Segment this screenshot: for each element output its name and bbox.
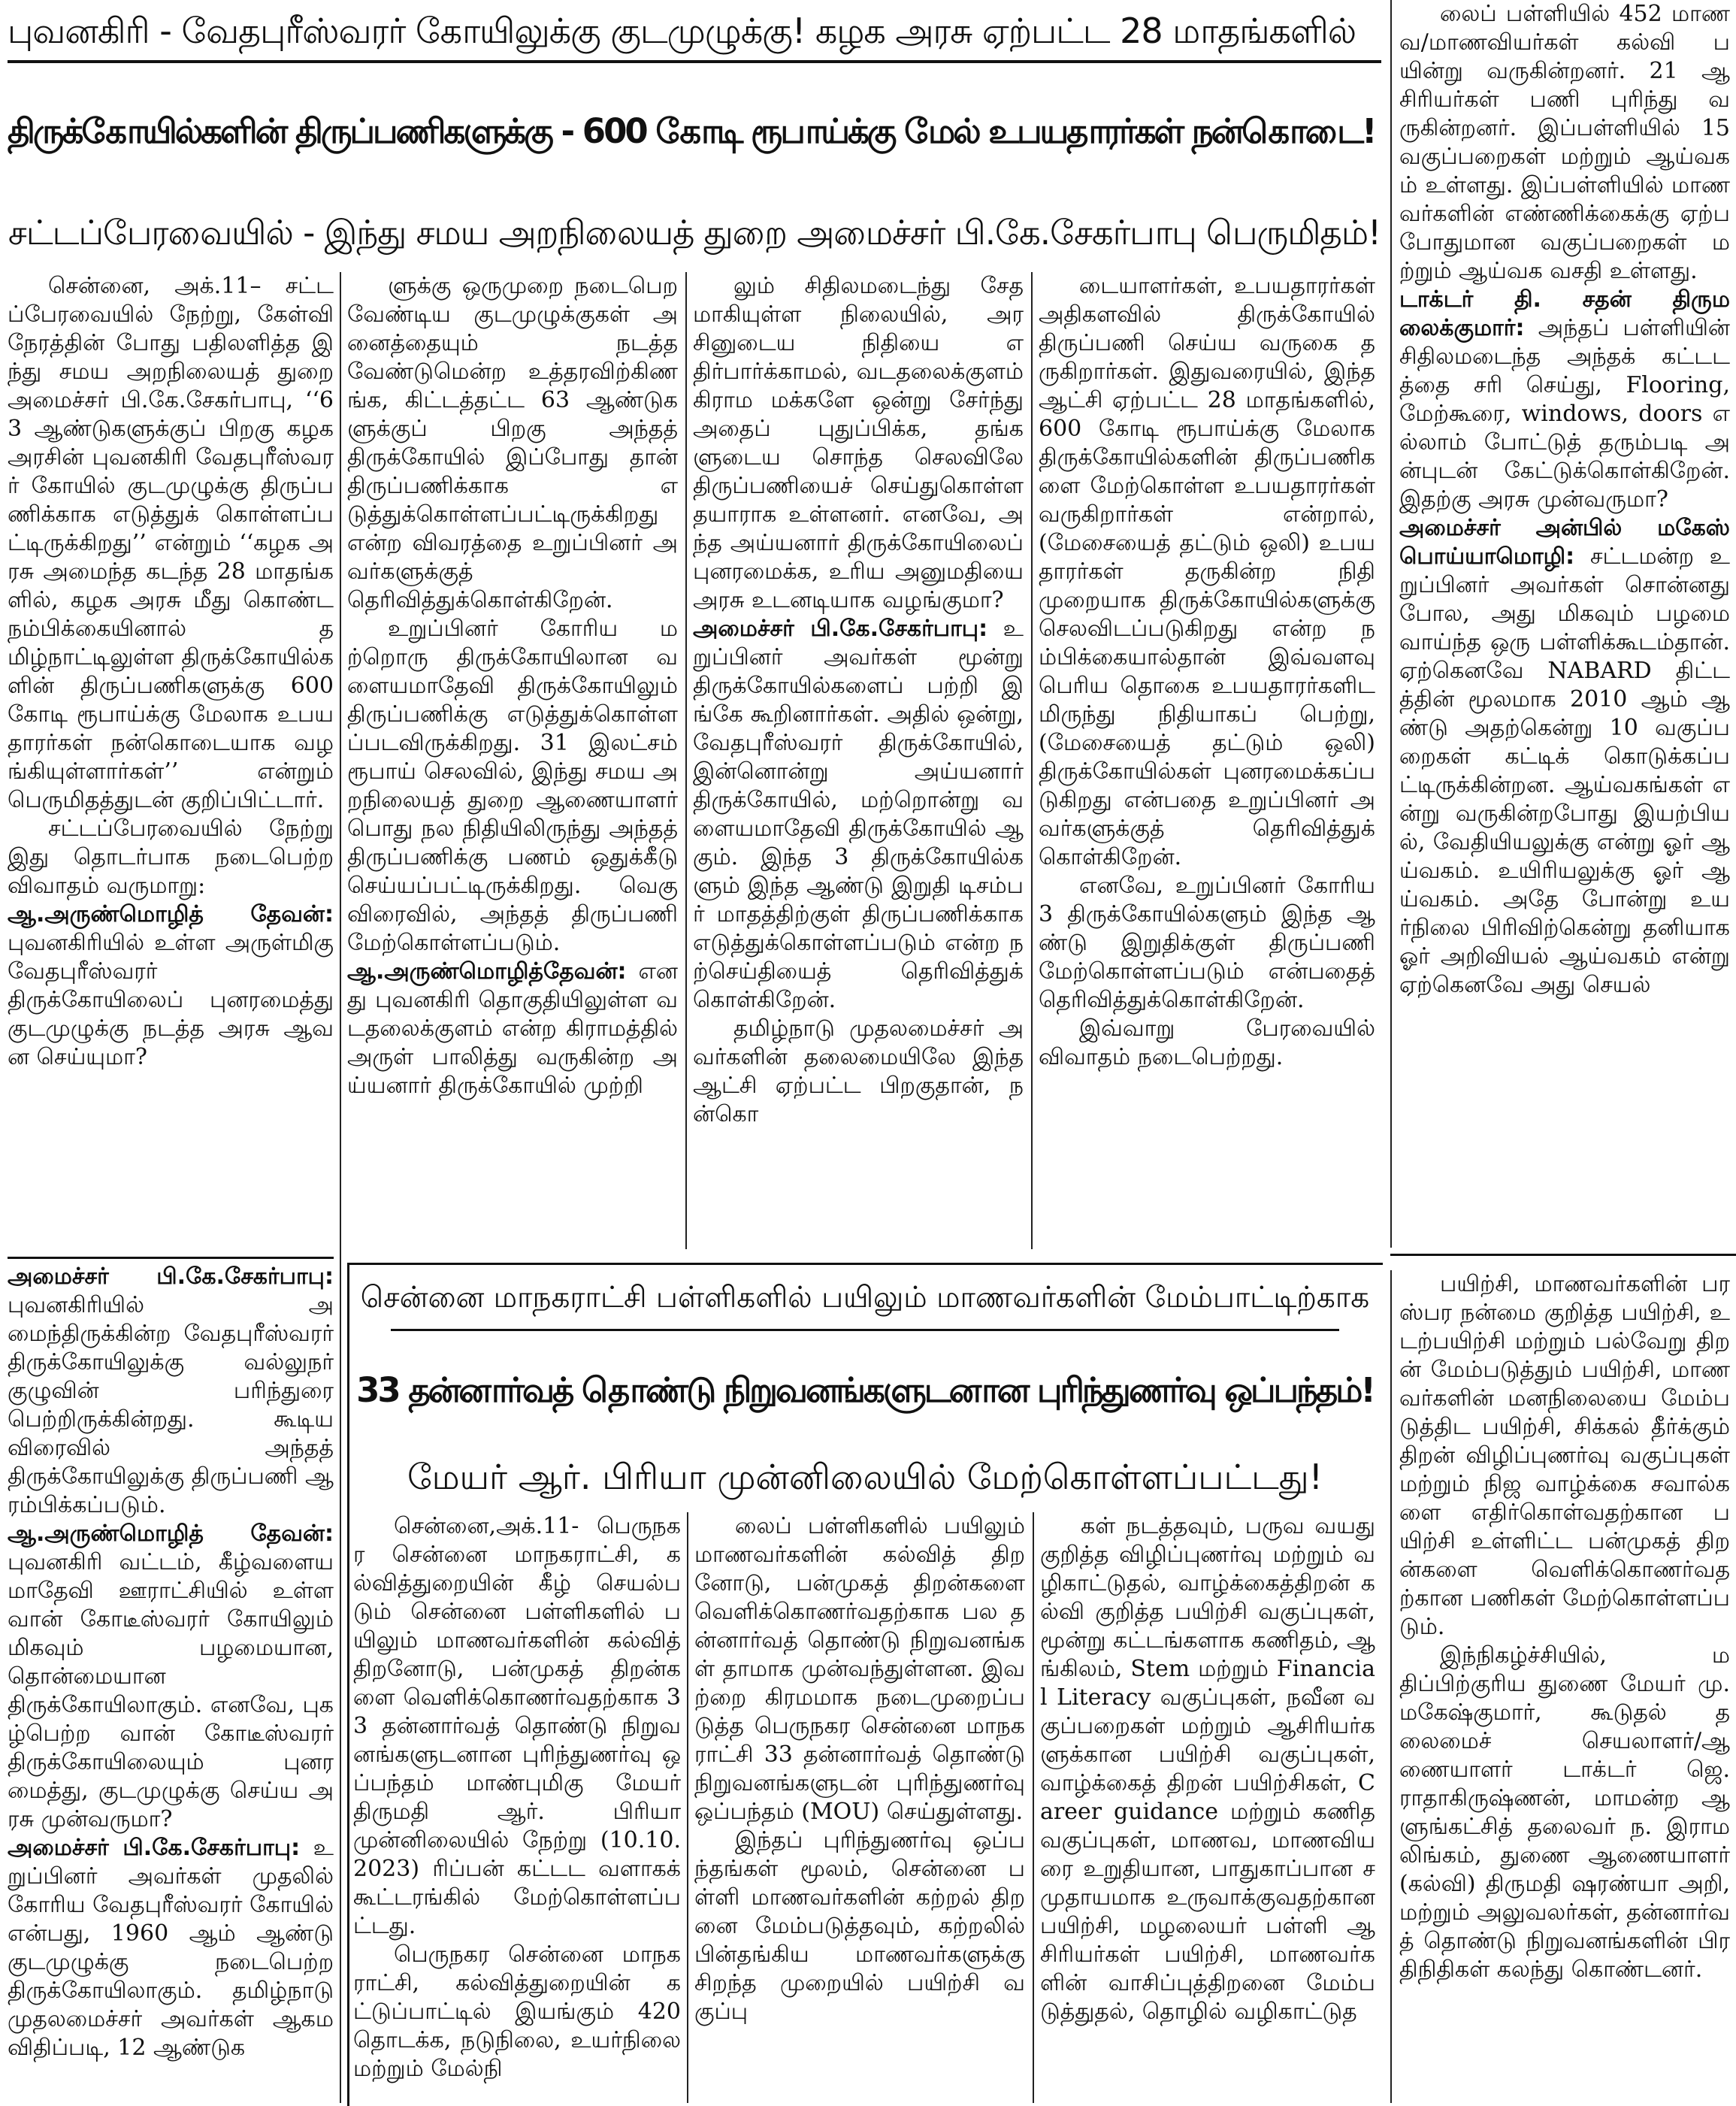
speaker-name: அமைச்சர் பி.கே.சேகர்பாபு: xyxy=(693,616,988,642)
paragraph xyxy=(693,1015,1024,1129)
speaker-name: டாக்டர் தி. சதன் திருமலைக்குமார்: xyxy=(1399,286,1730,341)
story2-column-4 xyxy=(1399,1270,1730,2103)
paragraph xyxy=(694,1826,1025,2026)
paragraph-text: இந்தப் புரிந்துணர்வு ஒப்பந்தங்கள் மூலம், சென்னை பள்ளி மாணவர்களின் கற்றல் திறனை மேம்படுத்தவும், கற்றலில் பின்தங்கிய மாணவர்களுக்கு சிறந்த முறையில் பயிற்சி வகுப்பு xyxy=(694,1827,1025,2025)
paragraph xyxy=(694,1512,1025,1826)
paragraph xyxy=(347,958,678,1100)
paragraph xyxy=(8,1520,334,1834)
right-story-column xyxy=(1399,0,1730,1248)
paragraph xyxy=(8,900,334,1072)
speaker-name: அமைச்சர் பி.கே.சேகர்பாபு: xyxy=(8,1835,301,1861)
paragraph xyxy=(1399,1270,1730,1642)
paragraph-text: எனவே, உறுப்பினர் கோரிய 3 திருக்கோயில்களும் இந்த ஆண்டு இறுதிக்குள் திருப்பணி மேற்கொள்ளப்படும் என்பதைத் தெரிவித்துக்கொள்கிறேன். xyxy=(1039,873,1375,1013)
kicker-underline xyxy=(8,60,1381,63)
paragraph xyxy=(347,615,678,958)
paragraph-text: அந்தப் பள்ளியின் சிதிலமடைந்த அந்தக் கட்டடத்தை சரி செய்து, Flooring, மேற்கூரை, windows, doors எல்லாம் போட்டுத் தரும்படி அன்புடன் கேட்டுக்கொள்கிறேன். இதற்கு அரசு முன்வருமா? xyxy=(1399,315,1730,513)
paragraph xyxy=(1399,514,1730,1000)
paragraph xyxy=(353,1512,681,1941)
column-divider xyxy=(1033,1512,1034,2103)
paragraph xyxy=(1039,872,1375,1015)
paragraph xyxy=(1399,0,1730,286)
story1-column-3 xyxy=(693,272,1024,1249)
story1-column-2 xyxy=(347,272,678,1249)
column-divider xyxy=(1390,1270,1392,2103)
paragraph xyxy=(353,1941,681,2083)
paragraph-text: பெருநகர சென்னை மாநகராட்சி, கல்வித்துறையின் கட்டுப்பாட்டில் இயங்கும் 420 தொடக்க, நடுநிலை, உயர்நிலை மற்றும் மேல்நி xyxy=(353,1941,681,2082)
paragraph-text: உறுப்பினர் கோரிய மற்றொரு திருக்கோயிலான வளையமாதேவி திருக்கோயிலும் திருப்பணிக்கு எடுத்துக்கொள்ளப்படவிருக்கிறது. 31 இலட்சம் ரூபாய் செலவில், இந்து சமய அறநிலையத் துறை ஆணையாளர் பொது நல நிதியிலிருந்து அந்தத் திருப்பணிக்கு பணம் ஒதுக்கீடு செய்யப்பட்டிருக்கிறது. வெகு விரைவில், அந்தத் திருப்பணி மேற்கொள்ளப்படும். xyxy=(347,616,678,956)
story2-headline: 33 தன்னார்வத் தொண்டு நிறுவனங்களுடனான புரிந்துணர்வு ஒப்பந்தம்! xyxy=(356,1370,1374,1410)
story2-kicker-underline xyxy=(391,1329,1339,1331)
story1-column-4 xyxy=(1039,272,1375,1249)
paragraph-text: கள் நடத்தவும், பருவ வயது குறித்த விழிப்புணர்வு மற்றும் வழிகாட்டுதல், வாழ்க்கைத்திறன் கல்வி குறித்த பயிற்சி வகுப்புகள், மூன்று கட்டங்களாக கணிதம், ஆங்கிலம், Stem மற்றும் Financial Literacy வகுப்புகள், நவீன வகுப்பறைகள் மற்றும் ஆசிரியர்களுக்கான பயிற்சி வகுப்புகள், வாழ்க்கைத் திறன் பயிற்சிகள், Career guidance மற்றும் கணித வகுப்புகள், மாணவ, மாணவியரை உறுதியான, பாதுகாப்பான சமுதாயமாக உருவாக்குவதற்கான பயிற்சி, மழலையர் பள்ளி ஆசிரியர்கள் பயிற்சி, மாணவர்களின் வாசிப்புத்திறனை மேம்படுத்துதல், தொழில் வழிகாட்டுத xyxy=(1040,1513,1375,2025)
paragraph-text: லைப் பள்ளியில் 452 மாணவ/மாணவியர்கள் கல்வி பயின்று வருகின்றனர். 21 ஆசிரியர்கள் பணி புரிந்து வருகின்றனர். இப்பள்ளியில் 15 வகுப்பறைகள் மற்றும் ஆய்வகம் உள்ளது. இப்பள்ளியில் மாணவர்களின் எண்ணிக்கைக்கு ஏற்ப போதுமான வகுப்பறைகள் மற்றும் ஆய்வக வசதி உள்ளது. xyxy=(1399,1,1730,284)
paragraph-text: லைப் பள்ளிகளில் பயிலும் மாணவர்களின் கல்வித் திறனோடு, பன்முகத் திறன்களை வெளிக்கொணர்வதற்காக பல தன்னார்வத் தொண்டு நிறுவனங்கள் தாமாக முன்வந்துள்ளன. இவற்றை கிரமமாக நடைமுறைப்படுத்த பெருநகர சென்னை மாநகராட்சி 33 தன்னார்வத் தொண்டு நிறுவனங்களுடன் புரிந்துணர்வு ஒப்பந்தம் (MOU) செய்துள்ளது. xyxy=(694,1513,1025,1825)
paragraph xyxy=(693,615,1024,1015)
paragraph-text: உறுப்பினர் அவர்கள் மூன்று திருக்கோயில்களைப் பற்றி இங்கே கூறினார்கள். அதில் ஒன்று, வேதபுரீஸ்வரர் திருக்கோயில், இன்னொன்று அய்யனார் திருக்கோயில், மற்றொன்று வளையமாதேவி திருக்கோயில் ஆகும். இந்த 3 திருக்கோயில்களும் இந்த ஆண்டு இறுதி டிசம்பர் மாதத்திற்குள் திருப்பணிக்காக எடுத்துக்கொள்ளப்படும் என்ற நற்செய்தியைத் தெரிவித்துக் கொள்கிறேன். xyxy=(693,616,1024,1013)
column-divider xyxy=(340,272,341,2103)
paragraph-text: உறுப்பினர் அவர்கள் முதலில் கோரிய வேதபுரீஸ்வரர் கோயில் என்பது, 1960 ஆம் ஆண்டு குடமுழுக்கு நடைபெற்ற திருக்கோயிலாகும். தமிழ்நாடு முதலமைச்சர் அவர்கள் ஆகம விதிப்படி, 12 ஆண்டுக xyxy=(8,1835,334,2061)
paragraph-text: சட்டமன்ற உறுப்பினர் அவர்கள் சொன்னது போல, அது மிகவும் பழமை வாய்ந்த ஒரு பள்ளிக்கூடம்தான். ஏற்கெனவே NABARD திட்டத்தின் மூலமாக 2010 ஆம் ஆண்டு அதற்கென்று 10 வகுப்பறைகள் கட்டிக் கொடுக்கப்பட்டிருக்கின்றன. ஆய்வகங்கள் என்று வருகின்றபோது இயற்பியல், வேதியியலுக்கு என்று ஓர் ஆய்வகம். உயிரியலுக்கு ஓர் ஆய்வகம். அதே போன்று உயர்நிலை பிரிவிற்கென்று தனியாக ஓர் அறிவியல் ஆய்வகம் என்று ஏற்கெனவே அது செயல் xyxy=(1399,543,1730,998)
paragraph xyxy=(1039,272,1375,872)
story1-subhead: சட்டப்பேரவையில் - இந்து சமய அறநிலையத் துறை அமைச்சர் பி.கே.சேகர்பாபு பெருமிதம்! xyxy=(8,213,1381,253)
paragraph xyxy=(8,272,334,815)
story2-column-2 xyxy=(694,1512,1025,2103)
column-divider xyxy=(1390,0,1392,1248)
story1-column-1-bottom xyxy=(8,1263,334,2103)
paragraph xyxy=(8,1263,334,1520)
column-divider xyxy=(687,1512,688,2103)
story2-column-1 xyxy=(353,1512,681,2103)
paragraph xyxy=(347,272,678,615)
paragraph-text: டையாளர்கள், உபயதாரர்கள் அதிகளவில் திருக்கோயில் திருப்பணி செய்ய வருகை தருகிறார்கள். இதுவரையில், இந்த ஆட்சி ஏற்பட்ட 28 மாதங்களில், 600 கோடி ரூபாய்க்கு மேலாக திருக்கோயில்களின் திருப்பணிகளை மேற்கொள்ள உபயதாரர்கள் வருகிறார்கள் என்றால், (மேசையைத் தட்டும் ஒலி) உபயதாரர்கள் தருகின்ற நிதி முறையாக திருக்கோயில்களுக்கு செலவிடப்படுகிறது என்ற நம்பிக்கையால்தான் இவ்வளவு பெரிய தொகை உபயதாரர்களிடமிருந்து நிதியாகப் பெற்று, (மேசையைத் தட்டும் ஒலி) திருக்கோயில்கள் புனரமைக்கப்படுகிறது என்பதை உறுப்பினர் அவர்களுக்குத் தெரிவித்துக் கொள்கிறேன். xyxy=(1039,273,1375,870)
speaker-name: அமைச்சர் அன்பில் மகேஸ் பொய்யாமொழி: xyxy=(1399,515,1730,570)
story1-column-1-separator xyxy=(8,1257,334,1259)
paragraph-text: சென்னை, அக்.11– சட்டப்பேரவையில் நேற்று, கேள்வி நேரத்தின் போது பதிலளித்த இந்து சமய அறநிலையத் துறை அமைச்சர் பி.கே.சேகர்பாபு, ‘‘63 ஆண்டுகளுக்குப் பிறகு கழக அரசின் புவனகிரி வேதபுரீஸ்வரர் கோயில் குடமுழுக்கு திருப்பணிக்காக எடுத்துக் கொள்ளப்பட்டிருக்கிறது’’ என்றும் ‘‘கழக அரசு அமைந்த கடந்த 28 மாதங்களில், கழக அரசு மீது கொண்ட நம்பிக்கையினால் தமிழ்நாட்டிலுள்ள திருக்கோயில்களின் திருப்பணிகளுக்கு 600 கோடி ரூபாய்க்கு மேலாக உபயதாரர்கள் நன்கொடையாக வழங்கியுள்ளார்கள்’’ என்றும் பெருமிதத்துடன் குறிப்பிட்டார். xyxy=(8,273,334,813)
story1-headline: திருக்கோயில்களின் திருப்பணிகளுக்கு - 600 கோடி ரூபாய்க்கு மேல் உபயதாரர்கள் நன்கொடை! xyxy=(8,111,1375,151)
paragraph-text: தமிழ்நாடு முதலமைச்சர் அவர்களின் தலைமையிலே இந்த ஆட்சி ஏற்பட்ட பிறகுதான், நன்கொ xyxy=(693,1015,1024,1127)
right-column-separator xyxy=(1390,1254,1736,1256)
paragraph-text: புவனகிரி வட்டம், கீழ்வளையமாதேவி ஊராட்சியில் உள்ள வான் கோடீஸ்வரர் கோயிலும் மிகவும் பழமையான, தொன்மையான திருக்கோயிலாகும். எனவே, புகழ்பெற்ற வான் கோடீஸ்வரர் திருக்கோயிலையும் புனரமைத்து, குடமுழுக்கு செய்ய அரசு முன்வருமா? xyxy=(8,1549,334,1832)
paragraph-text: இந்நிகழ்ச்சியில், மதிப்பிற்குரிய துணை மேயர் மு.மகேஷ்குமார், கூடுதல் தலைமைச் செயலாளர்/ஆணையாளர் டாக்டர் ஜெ. ராதாகிருஷ்ணன், மாமன்ற ஆளுங்கட்சித் தலைவர் ந. இராமலிங்கம், துணை ஆணையாளர் (கல்வி) திருமதி ஷரண்யா அறி, மற்றும் அலுவலர்கள், தன்னார்வத் தொண்டு நிறுவனங்களின் பிரதிநிதிகள் கலந்து கொண்டனர். xyxy=(1399,1642,1730,1983)
story2-kicker: சென்னை மாநகராட்சி பள்ளிகளில் பயிலும் மாணவர்களின் மேம்பாட்டிற்காக xyxy=(360,1281,1370,1315)
paragraph-text: எனது புவனகிரி தொகுதியிலுள்ள வடதலைக்குளம் என்ற கிராமத்தில் அருள் பாலித்து வருகின்ற அய்யனார் திருக்கோயில் முற்றி xyxy=(347,958,678,1099)
story1-column-1-top xyxy=(8,272,334,1253)
story2-subhead: மேயர் ஆர். பிரியா முன்னிலையில் மேற்கொள்ளப்பட்டது! xyxy=(407,1457,1323,1497)
speaker-name: அமைச்சர் பி.கே.சேகர்பாபு: xyxy=(8,1263,334,1290)
column-divider xyxy=(1031,272,1033,1249)
paragraph xyxy=(1039,1015,1375,1072)
paragraph-text: சென்னை,அக்.11- பெருநகர சென்னை மாநகராட்சி, கல்வித்துறையின் கீழ் செயல்படும் சென்னை பள்ளிகளில் பயிலும் மாணவர்களின் கல்வித் திறனோடு, பன்முகத் திறன்களை வெளிக்கொணர்வதற்காக 33 தன்னார்வத் தொண்டு நிறுவனங்களுடனான புரிந்துணர்வு ஒப்பந்தம் மாண்புமிகு மேயர் திருமதி ஆர். பிரியா முன்னிலையில் நேற்று (10.10.2023) ரிப்பன் கட்டட வளாகக் கூட்டரங்கில் மேற்கொள்ளப்பட்டது. xyxy=(353,1513,681,1939)
paragraph-text: பயிற்சி, மாணவர்களின் பரஸ்பர நன்மை குறித்த பயிற்சி, உடற்பயிற்சி மற்றும் பல்வேறு திறன் மேம்படுத்தும் பயிற்சி, மாணவர்களின் மனநிலையை மேம்படுத்திட பயிற்சி, சிக்கல் தீர்க்கும் திறன் விழிப்புணர்வு வகுப்புகள் மற்றும் நிஜ வாழ்க்கை சவால்களை எதிர்கொள்வதற்கான பயிற்சி உள்ளிட்ட பன்முகத் திறன்களை வெளிக்கொணர்வதற்கான பணிகள் மேற்கொள்ளப்படும். xyxy=(1399,1271,1730,1640)
story1-kicker: புவனகிரி - வேதபுரீஸ்வரர் கோயிலுக்கு குடமுழுக்கு! கழக அரசு ஏற்பட்ட 28 மாதங்களில் xyxy=(8,11,1356,51)
paragraph xyxy=(8,815,334,900)
paragraph-text: இவ்வாறு பேரவையில் விவாதம் நடைபெற்றது. xyxy=(1039,1015,1375,1070)
paragraph-text: ளுக்கு ஒருமுறை நடைபெற வேண்டிய குடமுழுக்குகள் அனைத்தையும் நடத்த வேண்டுமென்ற உத்தரவிற்கிணங்க, கிட்டத்தட்ட 63 ஆண்டுகளுக்குப் பிறகு அந்தத் திருக்கோயில் இப்போது தான் திருப்பணிக்காக எடுத்துக்கொள்ளப்பட்டிருக்கிறது என்ற விவரத்தை உறுப்பினர் அவர்களுக்குத் தெரிவித்துக்கொள்கிறேன். xyxy=(347,273,678,613)
story2-column-3 xyxy=(1040,1512,1375,2103)
speaker-name: ஆ.அருண்மொழித் தேவன்: xyxy=(8,1520,334,1547)
paragraph-text: புவனகிரியில் அமைந்திருக்கின்ற வேதபுரீஸ்வரர் திருக்கோயிலுக்கு வல்லுநர் குழுவின் பரிந்துரை பெற்றிருக்கின்றது. கூடிய விரைவில் அந்தத் திருக்கோயிலுக்கு திருப்பணி ஆரம்பிக்கப்படும். xyxy=(8,1292,334,1518)
speaker-name: ஆ.அருண்மொழித் தேவன்: xyxy=(8,901,334,927)
paragraph xyxy=(8,1834,334,2062)
paragraph xyxy=(1399,1642,1730,1984)
paragraph xyxy=(1399,286,1730,514)
paragraph xyxy=(1040,1512,1375,2026)
paragraph-text: லும் சிதிலமடைந்து சேதமாகியுள்ள நிலையில், அரசினுடைய நிதியை எதிர்பார்க்காமல், வடதலைக்குளம் கிராம மக்களே ஒன்று சேர்ந்து அதைப் புதுப்பிக்க, தங்களுடைய சொந்த செலவிலே திருப்பணியைச் செய்துகொள்ள தயாராக உள்ளனர். எனவே, அந்த அய்யனார் திருக்கோயிலைப் புனரமைக்க, உரிய அனுமதியை அரசு உடனடியாக வழங்குமா? xyxy=(693,273,1024,613)
paragraph-text: புவனகிரியில் உள்ள அருள்மிகு வேதபுரீஸ்வரர் திருக்கோயிலைப் புனரமைத்து குடமுழுக்கு நடத்த அரசு ஆவன செய்யுமா? xyxy=(8,930,334,1070)
paragraph xyxy=(693,272,1024,615)
column-divider xyxy=(685,272,687,1249)
speaker-name: ஆ.அருண்மொழித்தேவன்: xyxy=(347,958,627,985)
paragraph-text: சட்டப்பேரவையில் நேற்று இது தொடர்பாக நடைபெற்ற விவாதம் வருமாறு: xyxy=(8,815,334,899)
